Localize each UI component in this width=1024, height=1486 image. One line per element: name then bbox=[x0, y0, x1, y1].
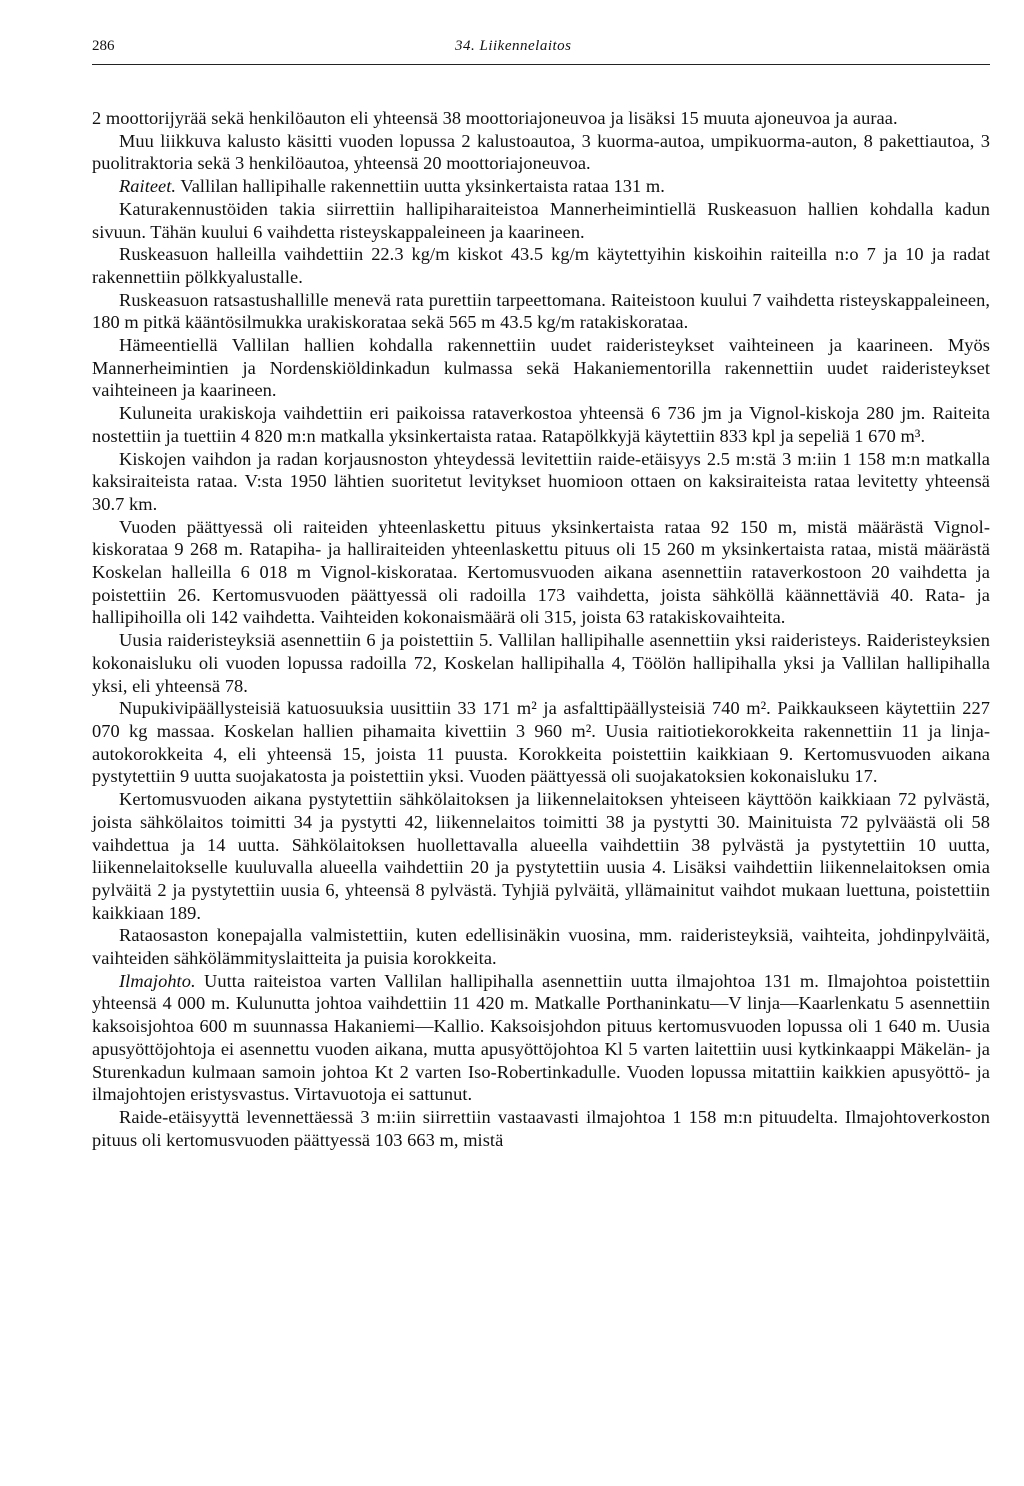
paragraph bbox=[92, 243, 990, 288]
paragraph bbox=[92, 107, 990, 130]
paragraph-text: Raide-etäisyyttä levennettäessä 3 m:iin siirrettiin vastaavasti ilmajohtoa 1 158 m:n pituudelta. Ilmajohtoverkoston pituus oli kertomusvuoden päättyessä 103 663 m, mistä bbox=[92, 1106, 990, 1150]
paragraph-text: Hämeentiellä Vallilan hallien kohdalla rakennettiin uudet raideristeykset vaihteineen ja kaarineen. Myös Mannerheimintien ja Nordenskiöldinkadun kulmassa sekä Hakaniementorilla rakennettiin uudet raideristeykset vaihteineen ja kaarineen. bbox=[92, 335, 990, 401]
paragraph bbox=[92, 924, 990, 969]
paragraph-text: Ruskeasuon halleilla vaihdettiin 22.3 kg/m kiskot 43.5 kg/m käytettyihin kiskoihin raiteilla n:o 7 ja 10 ja radat rakennettiin pölkkyalustalle. bbox=[92, 244, 990, 287]
body-text bbox=[92, 107, 990, 1151]
paragraph-text: Kiskojen vaihdon ja radan korjausnoston yhteydessä levitettiin raide-etäisyys 2.5 m:stä 3 m:iin 1 158 m:n matkalla kaksiraiteista rataa. V:sta 1950 lähtien suoritetut levitykset huomioon ottaen on kaksiraiteista rataa levitetty yhteensä 30.7 km. bbox=[92, 448, 990, 514]
paragraph bbox=[92, 289, 990, 334]
paragraph-text: Nupukivipäällysteisiä katuosuuksia uusittiin 33 171 m² ja asfalttipäällysteisiä 740 m². Paikkaukseen käytettiin 227 070 kg massaa. Koskelan hallien pihamaita kivettiin 3 960 m². Uusia raitiotiekorokkeita rakennettiin 11 ja linja-autokorokkeita 4, eli yhteensä 15, joista 11 puusta. Korokkeita poistettiin kaikkiaan 9. Kertomusvuoden aikana pystytettiin 9 uutta suojakatosta ja poistettiin yksi. Vuoden päättyessä oli suojakatoksien kokonaisluku 17. bbox=[92, 698, 990, 787]
running-header bbox=[92, 36, 990, 65]
paragraph-text: Kuluneita urakiskoja vaihdettiin eri paikoissa rataverkostoa yhteensä 6 736 jm ja Vignol-kiskoja 280 jm. Raiteita nostettiin ja tuettiin 4 820 m:n matkalla yksinkertaista rataa. Ratapölkkyjä käytettiin 833 kpl ja sepeliä 1 670 m³. bbox=[92, 403, 990, 446]
paragraph bbox=[92, 448, 990, 516]
paragraph bbox=[92, 130, 990, 175]
paragraph bbox=[92, 697, 990, 788]
paragraph-text: Ruskeasuon ratsastushallille menevä rata purettiin tarpeettomana. Raiteistoon kuului 7 vaihdetta risteyskappaleineen, 180 m pitkä kääntösilmukka urakiskorataa sekä 565 m 43.5 kg/m ratakiskorataa. bbox=[92, 289, 990, 333]
section-heading-ilmajohto: Ilmajohto. bbox=[119, 970, 196, 991]
paragraph-text: Uutta raiteistoa varten Vallilan hallipihalla asennettiin uutta ilmajohtoa 131 m. Ilmajohtoa poistettiin yhteensä 4 000 m. Kulunutta johtoa vaihdettiin 11 420 m. Matkalle Porthaninkatu—V linja—Kaarlenkatu 5 asennettiin kaksoisjohtoa 600 m suunnassa Hakaniemi—Kallio. Kaksoisjohdon pituus kertomusvuoden lopussa oli 1 640 m. Uusia apusyöttöjohtoja ei asennettu vuoden aikana, mutta apusyöttöjohtoa Kl 5 varten laitettiin uusi kytkinkaappi Mäkelän- ja Sturenkadun kulmaan samoin johtoa Kt 2 varten Iso-Robertinkadulle. Vuoden lopussa mitattiin kaikkien apusyöttö- ja ilmajohtojen eristysvastus. Virtavuotoja ei sattunut. bbox=[92, 970, 990, 1105]
paragraph-text: Vuoden päättyessä oli raiteiden yhteenlaskettu pituus yksinkertaista rataa 92 150 m, mistä määrästä Vignol-kiskorataa 9 268 m. Ratapiha- ja halliraiteiden yhteenlaskettu pituus oli 15 260 m yksinkertaista rataa, mistä määrästä Koskelan halleilla 6 018 m Vignol-kiskorataa. Kertomusvuoden aikana asennettiin rataverkostoon 20 vaihdetta ja poistettiin 26. Kertomusvuoden päättyessä oli radoilla 173 vaihdetta, joista sähköllä käännettäviä 40. Rata- ja hallipihoilla oli 142 vaihdetta. Vaihteiden kokonaismäärä oli 315, joista 63 ratakiskovaihteita. bbox=[92, 516, 990, 628]
paragraph-text: 2 moottorijyrää sekä henkilöauton eli yhteensä 38 moottoriajoneuvoa ja lisäksi 15 muuta ajoneuvoa ja auraa. bbox=[92, 108, 898, 128]
paragraph bbox=[92, 175, 990, 198]
paragraph bbox=[92, 516, 990, 630]
paragraph-text: Uusia raideristeyksiä asennettiin 6 ja poistettiin 5. Vallilan hallipihalle asennettiin yksi raideristeys. Raideristeyksien kokonaisluku oli vuoden lopussa radoilla 72, Koskelan hallipihalla 4, Töölön hallipihalla yksi ja Vallilan hallipihalla yksi, eli yhteensä 78. bbox=[92, 630, 990, 696]
paragraph bbox=[92, 788, 990, 924]
page-number: 286 bbox=[92, 38, 115, 54]
paragraph bbox=[92, 402, 990, 447]
section-heading-raiteet: Raiteet. bbox=[119, 176, 177, 197]
paragraph bbox=[92, 1106, 990, 1151]
paragraph bbox=[92, 629, 990, 697]
paragraph-text: Kertomusvuoden aikana pystytettiin sähkölaitoksen ja liikennelaitoksen yhteiseen käyttöön kaikkiaan 72 pylvästä, joista sähkölaitos toimitti 34 ja pystytti 42, liikennelaitos toimitti 38 ja pystytti 30. Mainituista 72 pylväästä oli 58 vaihdettua ja 14 uutta. Sähkölaitoksen huollettavalla alueella vaihdettiin 38 pylvästä ja pystytettiin 10 uutta, liikennelaitokselle kuuluvalla alueella vaihdettiin 20 ja pystytettiin uusia 4. Lisäksi vaihdettiin liikennelaitoksen omia pylväitä 2 ja pystytettiin uusia 6, yhteensä 8 pylvästä. Tyhjiä pylväitä, yllämainitut vaihdot mukaan luettuna, poistettiin kaikkiaan 189. bbox=[92, 789, 990, 923]
paragraph bbox=[92, 970, 990, 1106]
paragraph-text: Rataosaston konepajalla valmistettiin, kuten edellisinäkin vuosina, mm. raideristeyksiä, vaihteita, johdinpylväitä, vaihteiden sähkölämmityslaitteita ja puisia korokkeita. bbox=[92, 925, 990, 969]
chapter-title: 34. Liikennelaitos bbox=[455, 38, 572, 54]
paragraph bbox=[92, 198, 990, 243]
paragraph-text: Muu liikkuva kalusto käsitti vuoden lopussa 2 kalustoautoa, 3 kuorma-autoa, umpikuorma-auton, 8 pakettiautoa, 3 puolitraktoria sekä 3 henkilöautoa, yhteensä 20 moottoriajoneuvoa. bbox=[92, 130, 990, 174]
paragraph-text: Vallilan hallipihalle rakennettiin uutta yksinkertaista rataa 131 m. bbox=[176, 176, 665, 197]
paragraph-text: Katurakennustöiden takia siirrettiin hallipiharaiteistoa Mannerheimintiellä Ruskeasuon hallien kohdalla kadun sivuun. Tähän kuului 6 vaihdetta risteyskappaleineen ja kaarineen. bbox=[92, 198, 990, 242]
paragraph bbox=[92, 334, 990, 402]
